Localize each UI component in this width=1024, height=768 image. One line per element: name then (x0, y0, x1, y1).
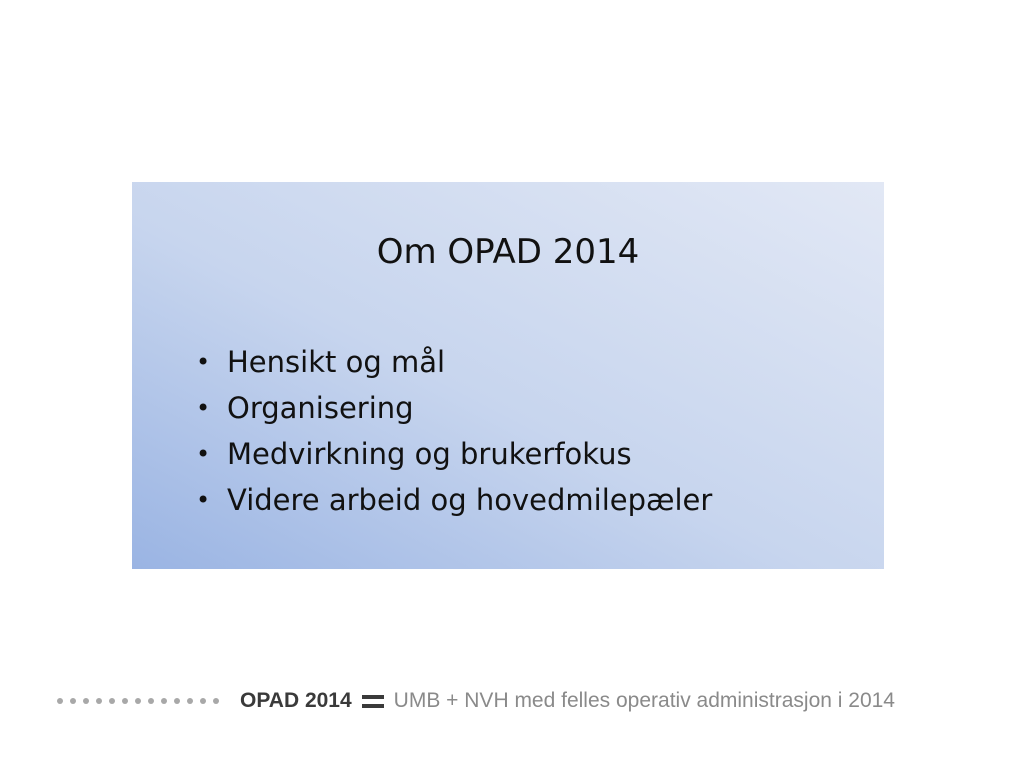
equals-icon (362, 695, 384, 708)
bullet-text: Medvirkning og brukerfokus (227, 437, 632, 471)
bullet-item (196, 477, 712, 523)
slide-title: Om OPAD 2014 (376, 232, 640, 272)
footer-dot (70, 698, 76, 704)
footer-dot (161, 698, 167, 704)
footer-dot (109, 698, 115, 704)
footer-dot (200, 698, 206, 704)
bullet-text: Hensikt og mål (227, 345, 446, 379)
footer-dot (174, 698, 180, 704)
footer-tagline: UMB + NVH med felles operativ administrasjon i 2014 (393, 689, 895, 712)
bullet-glyph: • (196, 440, 211, 468)
footer-dot (135, 698, 141, 704)
footer-dots-decoration (57, 698, 226, 704)
bullet-glyph: • (196, 394, 211, 422)
footer-dot (57, 698, 63, 704)
footer-dot (213, 698, 219, 704)
footer-brand: OPAD 2014 (240, 689, 352, 712)
bullet-glyph: • (196, 348, 211, 376)
bullet-text: Organisering (227, 391, 414, 425)
footer-dot (187, 698, 193, 704)
content-box (132, 182, 884, 569)
footer-dot (148, 698, 154, 704)
bullet-glyph: • (196, 486, 211, 514)
bullet-list (196, 339, 712, 523)
bullet-item (196, 385, 712, 431)
bullet-text: Videre arbeid og hovedmilepæler (227, 483, 713, 517)
footer-dot (122, 698, 128, 704)
footer-banner (57, 688, 895, 714)
bullet-item (196, 339, 712, 385)
footer-dot (96, 698, 102, 704)
footer-dot (83, 698, 89, 704)
bullet-item (196, 431, 712, 477)
